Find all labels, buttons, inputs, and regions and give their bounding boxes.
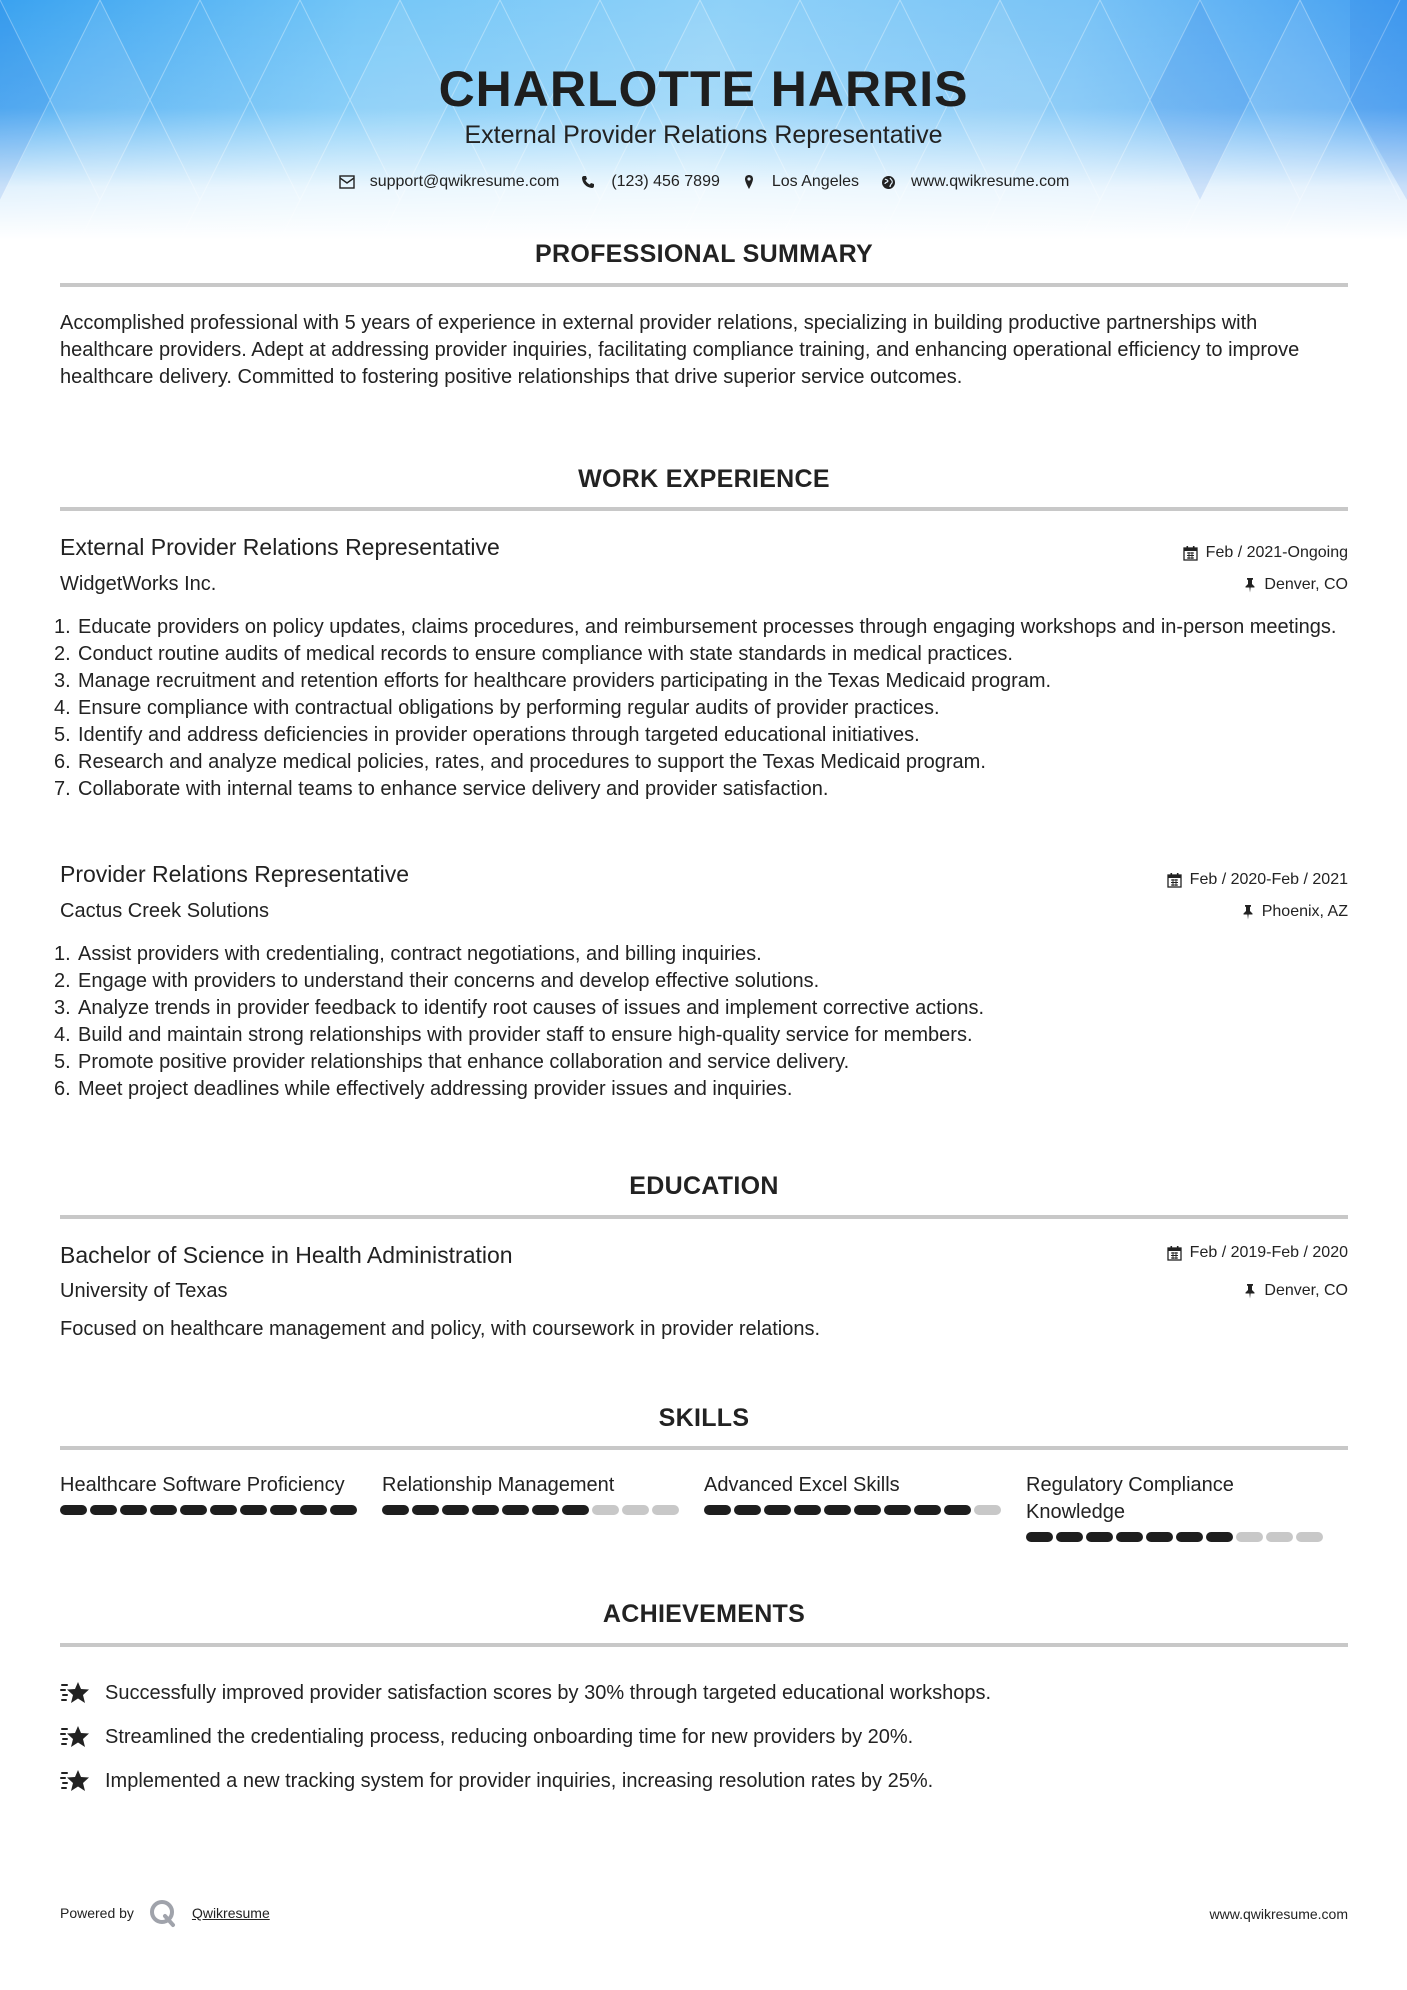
achievement-item bbox=[60, 1671, 1350, 1715]
qwikresume-logo-icon bbox=[148, 1898, 178, 1928]
skill-segment-empty bbox=[1266, 1532, 1293, 1542]
section-divider bbox=[60, 283, 1348, 287]
job-location-text: Denver, CO bbox=[1264, 576, 1348, 593]
skill-item bbox=[704, 1472, 1026, 1542]
skill-segment-empty bbox=[592, 1505, 619, 1515]
skill-segment-empty bbox=[1236, 1532, 1263, 1542]
duty-item: 5. Promote positive provider relationships that enhance collaboration and service delivery. bbox=[54, 1051, 850, 1073]
section-heading-summary: PROFESSIONAL SUMMARY bbox=[535, 240, 873, 268]
calendar-icon bbox=[1183, 545, 1198, 561]
section-heading-skills: SKILLS bbox=[658, 1404, 750, 1432]
skill-segment-filled bbox=[270, 1505, 297, 1515]
duty-item: 3. Manage recruitment and retention efforts for healthcare providers participating in the Texas Medicaid program. bbox=[54, 670, 1052, 692]
contact-location-text: Los Angeles bbox=[771, 173, 860, 190]
job-location-text: Phoenix, AZ bbox=[1261, 903, 1348, 920]
section-divider bbox=[60, 507, 1348, 511]
job-title: Provider Relations Representative bbox=[60, 861, 410, 887]
skill-segment-filled bbox=[1146, 1532, 1173, 1542]
skill-segment-filled bbox=[734, 1505, 761, 1515]
skill-segment-empty bbox=[622, 1505, 649, 1515]
duty-item: 2. Conduct routine audits of medical records to ensure compliance with state standards in medical practices. bbox=[54, 643, 1013, 665]
job-location bbox=[1244, 576, 1348, 594]
section-divider bbox=[60, 1643, 1348, 1647]
map-pin-icon bbox=[740, 173, 758, 191]
skill-segment-filled bbox=[210, 1505, 237, 1515]
section-divider bbox=[60, 1215, 1348, 1219]
skill-segment-filled bbox=[1116, 1532, 1143, 1542]
section-heading-education: EDUCATION bbox=[629, 1172, 779, 1200]
phone-icon bbox=[579, 173, 597, 191]
skill-segment-empty bbox=[1296, 1532, 1323, 1542]
pushpin-icon bbox=[1244, 577, 1256, 593]
skill-rating-bar bbox=[60, 1505, 382, 1515]
degree-title: Bachelor of Science in Health Administration bbox=[60, 1242, 513, 1268]
skill-segment-filled bbox=[442, 1505, 469, 1515]
skill-segment-filled bbox=[1176, 1532, 1203, 1542]
candidate-name: CHARLOTTE HARRIS bbox=[438, 61, 969, 117]
duty-item: 5. Identify and address deficiencies in provider operations through targeted educational initiatives. bbox=[54, 724, 920, 746]
duty-item: 4. Build and maintain strong relationships with provider staff to ensure high-quality service for members. bbox=[54, 1024, 973, 1046]
skills-grid bbox=[60, 1472, 1348, 1542]
skill-segment-filled bbox=[502, 1505, 529, 1515]
pushpin-icon bbox=[1242, 904, 1254, 920]
envelope-icon bbox=[338, 173, 356, 191]
skill-item bbox=[382, 1472, 704, 1542]
powered-by-label: Powered by bbox=[60, 1905, 134, 1921]
shooting-star-icon bbox=[60, 1767, 92, 1795]
candidate-title: External Provider Relations Representative bbox=[464, 121, 943, 149]
pushpin-icon bbox=[1244, 1283, 1256, 1299]
skill-segment-empty bbox=[652, 1505, 679, 1515]
contact-bar bbox=[0, 173, 1407, 191]
skill-segment-filled bbox=[472, 1505, 499, 1515]
skill-segment-filled bbox=[562, 1505, 589, 1515]
skill-segment-filled bbox=[120, 1505, 147, 1515]
duty-item: 3. Analyze trends in provider feedback to identify root causes of issues and implement corrective actions. bbox=[54, 997, 985, 1019]
job-title: External Provider Relations Representative bbox=[60, 534, 500, 560]
qwikresume-link[interactable]: Qwikresume bbox=[191, 1905, 270, 1921]
job-dates bbox=[1167, 871, 1348, 889]
skill-item bbox=[1026, 1472, 1348, 1542]
section-heading-achievements: ACHIEVEMENTS bbox=[602, 1600, 806, 1628]
achievement-text: Streamlined the credentialing process, reducing onboarding time for new providers by 20%. bbox=[105, 1725, 914, 1748]
job-duties-list bbox=[54, 614, 1350, 803]
company-name: WidgetWorks Inc. bbox=[60, 573, 217, 595]
job-location bbox=[1242, 903, 1348, 921]
resume-header bbox=[0, 0, 1407, 240]
contact-website[interactable] bbox=[879, 173, 1069, 191]
achievement-text: Implemented a new tracking system for provider inquiries, increasing resolution rates by 25%. bbox=[105, 1769, 934, 1792]
skill-segment-filled bbox=[90, 1505, 117, 1515]
shooting-star-icon bbox=[60, 1679, 92, 1707]
education-description: Focused on healthcare management and policy, with coursework in provider relations. bbox=[60, 1318, 821, 1340]
skill-name: Healthcare Software Proficiency bbox=[60, 1474, 345, 1496]
achievement-text: Successfully improved provider satisfaction scores by 30% through targeted educational workshops. bbox=[105, 1681, 992, 1704]
contact-phone-text: (123) 456 7899 bbox=[611, 173, 720, 190]
shooting-star-icon bbox=[60, 1723, 92, 1751]
calendar-icon bbox=[1167, 1245, 1182, 1261]
school-name: University of Texas bbox=[60, 1280, 228, 1302]
skill-segment-filled bbox=[240, 1505, 267, 1515]
skill-segment-filled bbox=[914, 1505, 941, 1515]
duty-item: 2. Engage with providers to understand their concerns and develop effective solutions. bbox=[54, 970, 820, 992]
globe-icon bbox=[879, 173, 897, 191]
skill-segment-filled bbox=[150, 1505, 177, 1515]
skill-rating-bar bbox=[382, 1505, 704, 1515]
skill-segment-filled bbox=[824, 1505, 851, 1515]
skill-item bbox=[60, 1472, 382, 1542]
skill-segment-filled bbox=[382, 1505, 409, 1515]
achievement-item bbox=[60, 1759, 1350, 1803]
company-name: Cactus Creek Solutions bbox=[60, 900, 269, 922]
duty-item: 1. Educate providers on policy updates, claims procedures, and reimbursement processes through engaging workshops and in-person meetings. bbox=[54, 616, 1337, 638]
skill-segment-filled bbox=[704, 1505, 731, 1515]
section-heading-experience: WORK EXPERIENCE bbox=[578, 465, 830, 493]
skill-segment-filled bbox=[330, 1505, 357, 1515]
duty-item: 1. Assist providers with credentialing, contract negotiations, and billing inquiries. bbox=[54, 943, 762, 965]
education-dates bbox=[1167, 1244, 1348, 1262]
skill-segment-filled bbox=[1026, 1532, 1053, 1542]
skill-name: Relationship Management bbox=[382, 1474, 615, 1496]
skill-segment-filled bbox=[944, 1505, 971, 1515]
calendar-icon bbox=[1167, 872, 1182, 888]
skill-segment-filled bbox=[60, 1505, 87, 1515]
contact-website-text: www.qwikresume.com bbox=[911, 173, 1070, 190]
education-location bbox=[1244, 1282, 1348, 1300]
education-location-text: Denver, CO bbox=[1264, 1282, 1348, 1299]
skill-segment-filled bbox=[300, 1505, 327, 1515]
achievements-list bbox=[60, 1671, 1350, 1803]
skill-segment-filled bbox=[854, 1505, 881, 1515]
duty-item: 6. Meet project deadlines while effectively addressing provider issues and inquiries. bbox=[54, 1078, 793, 1100]
footer-branding bbox=[60, 1898, 270, 1928]
skill-segment-empty bbox=[974, 1505, 1001, 1515]
duty-item: 7. Collaborate with internal teams to enhance service delivery and provider satisfaction. bbox=[54, 778, 829, 800]
education-dates-text: Feb / 2019-Feb / 2020 bbox=[1189, 1244, 1348, 1261]
footer-website[interactable]: www.qwikresume.com bbox=[1209, 1906, 1348, 1922]
skill-name: Regulatory Compliance Knowledge bbox=[1026, 1474, 1234, 1523]
skill-segment-filled bbox=[1056, 1532, 1083, 1542]
duty-item: 6. Research and analyze medical policies, rates, and procedures to support the Texas Medicaid program. bbox=[54, 751, 986, 773]
summary-text: Accomplished professional with 5 years of experience in external provider relations, specializing in building productive partnerships with healthcare providers. Adept at addressing provider inquiries, facilitating compliance training, and enhancing operational efficiency to improve healthcare delivery. Committed to fostering positive relationships that drive superior service outcomes. bbox=[60, 312, 1300, 388]
skill-segment-filled bbox=[884, 1505, 911, 1515]
skill-segment-filled bbox=[794, 1505, 821, 1515]
job-duties-list bbox=[54, 941, 1350, 1103]
skill-segment-filled bbox=[180, 1505, 207, 1515]
contact-email[interactable] bbox=[338, 173, 560, 191]
contact-location bbox=[740, 173, 859, 191]
job-dates bbox=[1183, 544, 1348, 562]
skill-segment-filled bbox=[1206, 1532, 1233, 1542]
geometric-pattern-background bbox=[0, 0, 1407, 240]
duty-item: 4. Ensure compliance with contractual obligations by performing regular audits of provider practices. bbox=[54, 697, 940, 719]
skill-segment-filled bbox=[532, 1505, 559, 1515]
skill-rating-bar bbox=[704, 1505, 1026, 1515]
contact-email-text: support@qwikresume.com bbox=[369, 173, 560, 190]
job-dates-text: Feb / 2020-Feb / 2021 bbox=[1189, 871, 1348, 888]
section-divider bbox=[60, 1446, 1348, 1450]
skill-segment-filled bbox=[764, 1505, 791, 1515]
skill-segment-filled bbox=[412, 1505, 439, 1515]
achievement-item bbox=[60, 1715, 1350, 1759]
contact-phone[interactable] bbox=[579, 173, 720, 191]
job-dates-text: Feb / 2021-Ongoing bbox=[1205, 544, 1348, 561]
skill-segment-filled bbox=[1086, 1532, 1113, 1542]
skill-name: Advanced Excel Skills bbox=[704, 1474, 900, 1496]
skill-rating-bar bbox=[1026, 1532, 1348, 1542]
